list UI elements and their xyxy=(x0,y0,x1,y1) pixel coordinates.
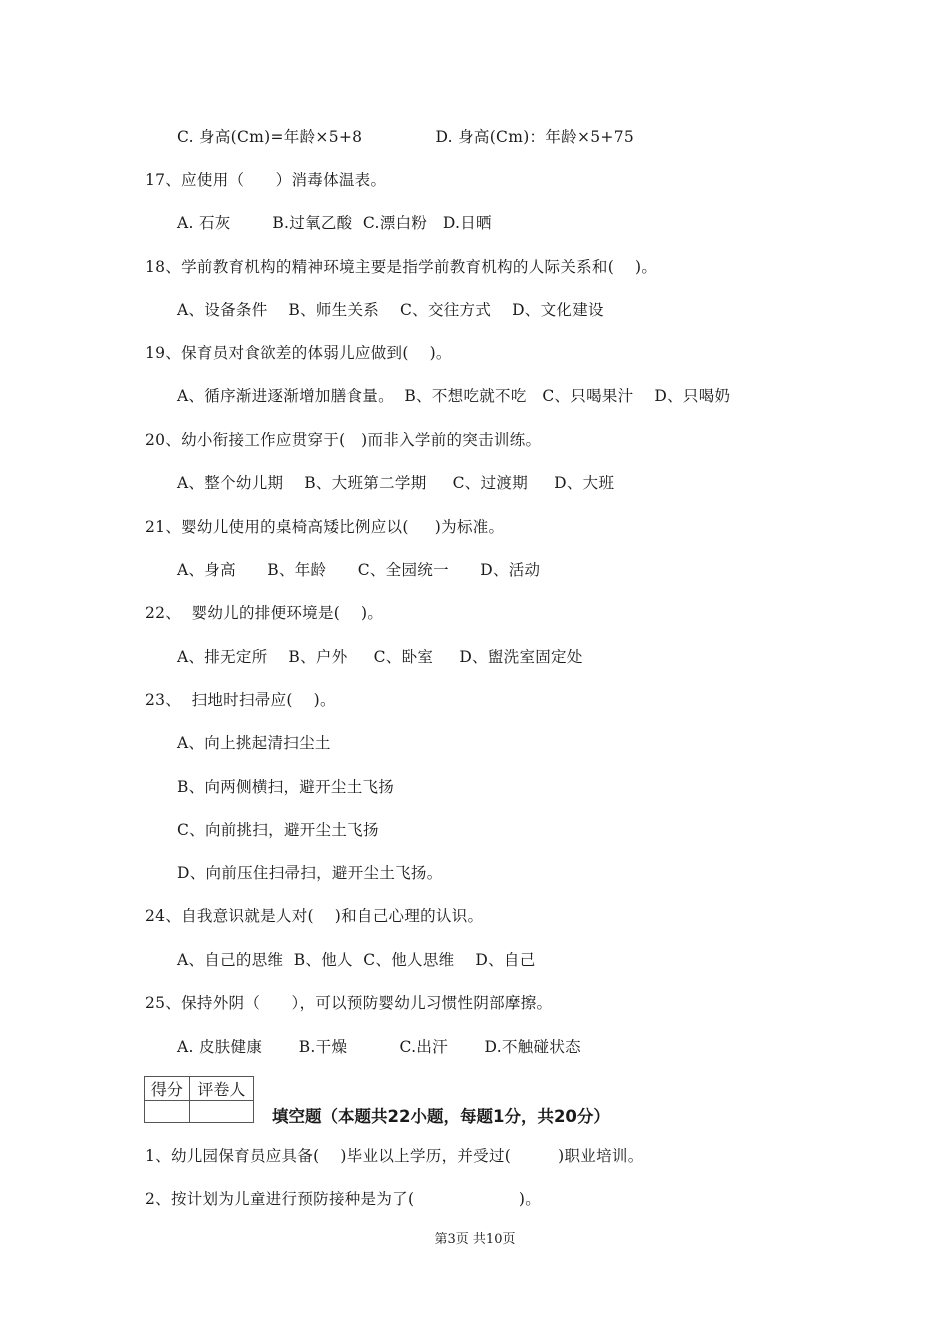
fill-question-2: 2、按计划为儿童进行预防接种是为了( )。 xyxy=(145,1190,541,1208)
page-footer: 第3页 共10页 xyxy=(434,1232,516,1247)
option-23a: A、向上挑起清扫尘土 xyxy=(177,734,331,752)
score-cell xyxy=(145,1101,190,1123)
options-18: A、设备条件 B、师生关系 C、交往方式 D、文化建设 xyxy=(177,301,604,319)
question-24: 24、自我意识就是人对( )和自己心理的认识。 xyxy=(145,907,484,925)
options-22: A、排无定所 B、户外 C、卧室 D、盥洗室固定处 xyxy=(177,648,583,666)
question-21: 21、婴幼儿使用的桌椅高矮比例应以( )为标准。 xyxy=(145,518,505,536)
options-20: A、整个幼儿期 B、大班第二学期 C、过渡期 D、大班 xyxy=(177,474,615,492)
options-21: A、身高 B、年龄 C、全园统一 D、活动 xyxy=(177,561,541,579)
question-19: 19、保育员对食欲差的体弱儿应做到( )。 xyxy=(145,344,452,362)
options-24: A、自己的思维 B、他人 C、他人思维 D、自己 xyxy=(177,951,536,969)
grader-cell xyxy=(189,1101,253,1123)
question-18: 18、学前教育机构的精神环境主要是指学前教育机构的人际关系和( )。 xyxy=(145,258,658,276)
option-line-16cd: C. 身高(Cm)=年龄×5+8 D. 身高(Cm)：年龄×5+75 xyxy=(177,128,635,146)
grader-header: 评卷人 xyxy=(189,1077,253,1101)
options-25: A. 皮肤健康 B.干燥 C.出汗 D.不触碰状态 xyxy=(177,1038,581,1056)
option-23c: C、向前挑扫，避开尘土飞扬 xyxy=(177,821,379,839)
section-title: 填空题（本题共22小题，每题1分，共20分） xyxy=(272,1107,610,1126)
score-header: 得分 xyxy=(145,1077,190,1101)
question-17: 17、应使用（ ）消毒体温表。 xyxy=(145,171,387,189)
question-25: 25、保持外阴（ ），可以预防婴幼儿习惯性阴部摩擦。 xyxy=(145,994,553,1012)
question-23: 23、 扫地时扫帚应( )。 xyxy=(145,691,336,709)
option-23b: B、向两侧横扫，避开尘土飞扬 xyxy=(177,778,395,796)
options-17: A. 石灰 B.过氧乙酸 C.漂白粉 D.日晒 xyxy=(177,214,492,232)
option-23d: D、向前压住扫帚扫，避开尘土飞扬。 xyxy=(177,864,443,882)
score-table xyxy=(144,1076,254,1123)
fill-question-1: 1、幼儿园保育员应具备( )毕业以上学历，并受过( )职业培训。 xyxy=(145,1147,644,1165)
options-19: A、循序渐进逐渐增加膳食量。 B、不想吃就不吃 C、只喝果汁 D、只喝奶 xyxy=(177,387,731,405)
question-20: 20、幼小衔接工作应贯穿于( )而非入学前的突击训练。 xyxy=(145,431,542,449)
question-22: 22、 婴幼儿的排便环境是( )。 xyxy=(145,604,384,622)
